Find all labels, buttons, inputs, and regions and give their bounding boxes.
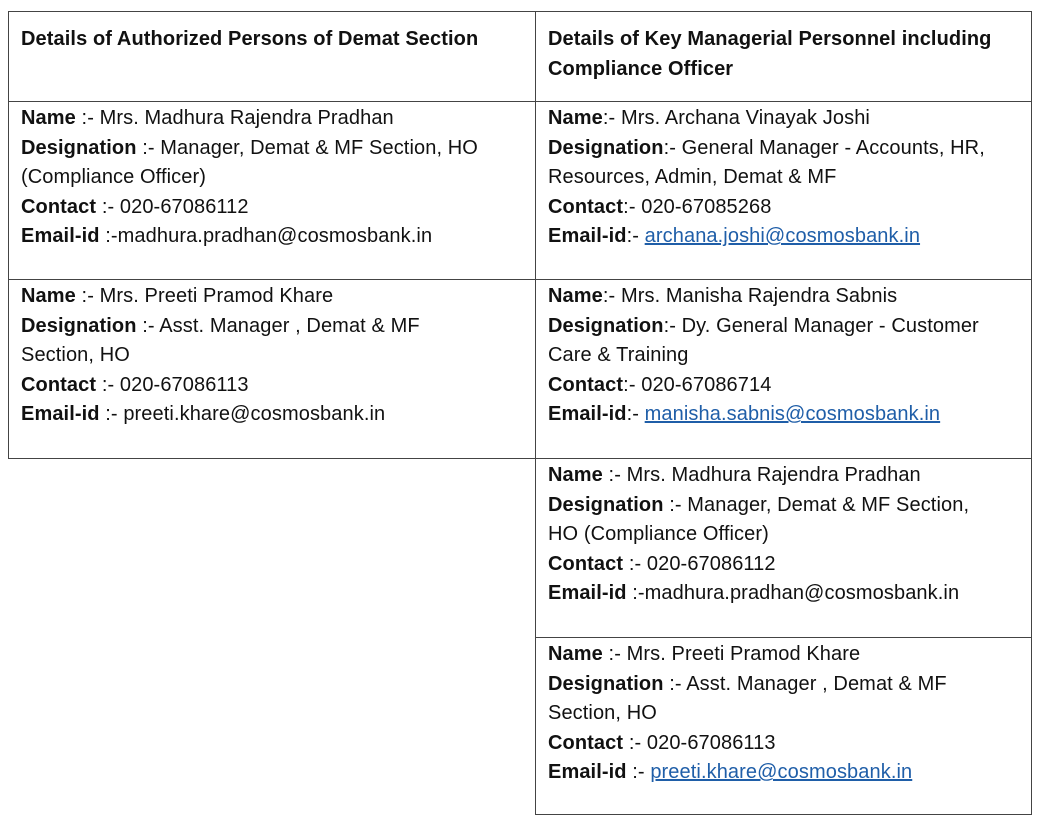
email-text: madhura.pradhan@cosmosbank.in xyxy=(117,225,433,248)
designation-line-2: Section, HO xyxy=(21,344,130,367)
contact-number: 020-67086112 xyxy=(646,552,776,575)
header-authorized-persons xyxy=(8,11,536,102)
contact-line: Contact :- 020-67086112 xyxy=(548,552,776,575)
designation-line: Designation:- Dy. General Manager - Customer xyxy=(548,314,979,337)
contact-line: Contact :- 020-67086112 xyxy=(21,195,249,218)
designation-line: Designation :- Asst. Manager , Demat & MF xyxy=(21,314,420,337)
contact-number: 020-67085268 xyxy=(641,195,772,218)
email-link[interactable]: archana.joshi@cosmosbank.in xyxy=(644,225,921,248)
designation-value: Asst. Manager , Demat & MF xyxy=(159,314,420,337)
person-name: Mrs. Archana Vinayak Joshi xyxy=(620,107,870,129)
name-line: Name:- Mrs. Manisha Rajendra Sabnis xyxy=(548,285,898,307)
person-name: Mrs. Madhura Rajendra Pradhan xyxy=(99,107,394,129)
designation-value: General Manager - Accounts, HR, xyxy=(681,136,985,159)
designation-line-2: Section, HO xyxy=(548,702,657,725)
header-left-text: Details of Authorized Persons of Demat Section xyxy=(21,28,479,50)
name-line: Name:- Mrs. Archana Vinayak Joshi xyxy=(548,107,870,129)
name-line: Name :- Mrs. Preeti Pramod Khare xyxy=(548,643,861,665)
header-key-managerial-personnel xyxy=(535,11,1032,102)
designation-line: Designation:- General Manager - Accounts, HR, xyxy=(548,136,985,159)
authorized-person-card xyxy=(8,101,536,280)
key-personnel-card xyxy=(535,101,1032,280)
designation-line-2: Resources, Admin, Demat & MF xyxy=(548,166,837,189)
key-personnel-card xyxy=(535,637,1032,815)
contact-line: Contact :- 020-67086113 xyxy=(21,373,249,396)
email-line: Email-id :- preeti.khare@cosmosbank.in xyxy=(548,761,913,784)
key-personnel-card xyxy=(535,279,1032,459)
designation-line: Designation :- Manager, Demat & MF Section, HO xyxy=(21,136,478,159)
email-line: Email-id :-madhura.pradhan@cosmosbank.in xyxy=(21,225,433,248)
designation-line: Designation :- Manager, Demat & MF Section, xyxy=(548,493,970,516)
contact-number: 020-67086113 xyxy=(119,373,249,396)
designation-line-2: (Compliance Officer) xyxy=(21,166,207,189)
person-name: Mrs. Manisha Rajendra Sabnis xyxy=(620,285,898,307)
person-name: Mrs. Preeti Pramod Khare xyxy=(99,285,334,307)
contact-number: 020-67086714 xyxy=(641,373,772,396)
email-link[interactable]: manisha.sabnis@cosmosbank.in xyxy=(644,403,941,426)
designation-line-2: HO (Compliance Officer) xyxy=(548,523,769,546)
name-line: Name :- Mrs. Madhura Rajendra Pradhan xyxy=(21,107,394,129)
email-link[interactable]: preeti.khare@cosmosbank.in xyxy=(650,761,913,784)
designation-line: Designation :- Asst. Manager , Demat & MF xyxy=(548,672,947,695)
authorized-person-card xyxy=(8,279,536,459)
key-personnel-card xyxy=(535,458,1032,638)
email-line: Email-id:- archana.joshi@cosmosbank.in xyxy=(548,225,921,248)
contact-line: Contact :- 020-67086113 xyxy=(548,731,776,754)
email-line: Email-id:- manisha.sabnis@cosmosbank.in xyxy=(548,403,941,426)
name-line: Name :- Mrs. Madhura Rajendra Pradhan xyxy=(548,464,921,486)
email-text: madhura.pradhan@cosmosbank.in xyxy=(644,582,960,605)
contact-line: Contact:- 020-67085268 xyxy=(548,195,772,218)
person-name: Mrs. Madhura Rajendra Pradhan xyxy=(626,464,921,486)
name-line: Name :- Mrs. Preeti Pramod Khare xyxy=(21,285,334,307)
designation-value: Manager, Demat & MF Section, HO xyxy=(160,136,478,159)
designation-value: Asst. Manager , Demat & MF xyxy=(686,672,947,695)
email-text: preeti.khare@cosmosbank.in xyxy=(123,403,386,426)
designation-line-2: Care & Training xyxy=(548,344,689,367)
header-right-text: Details of Key Managerial Personnel including Compliance Officer xyxy=(548,28,992,80)
email-line: Email-id :- preeti.khare@cosmosbank.in xyxy=(21,403,386,426)
designation-value: Dy. General Manager - Customer xyxy=(681,314,979,337)
email-line: Email-id :-madhura.pradhan@cosmosbank.in xyxy=(548,582,960,605)
contact-number: 020-67086113 xyxy=(646,731,776,754)
contact-number: 020-67086112 xyxy=(119,195,249,218)
designation-value: Manager, Demat & MF Section, xyxy=(687,493,970,516)
person-name: Mrs. Preeti Pramod Khare xyxy=(626,643,861,665)
contact-line: Contact:- 020-67086714 xyxy=(548,373,772,396)
